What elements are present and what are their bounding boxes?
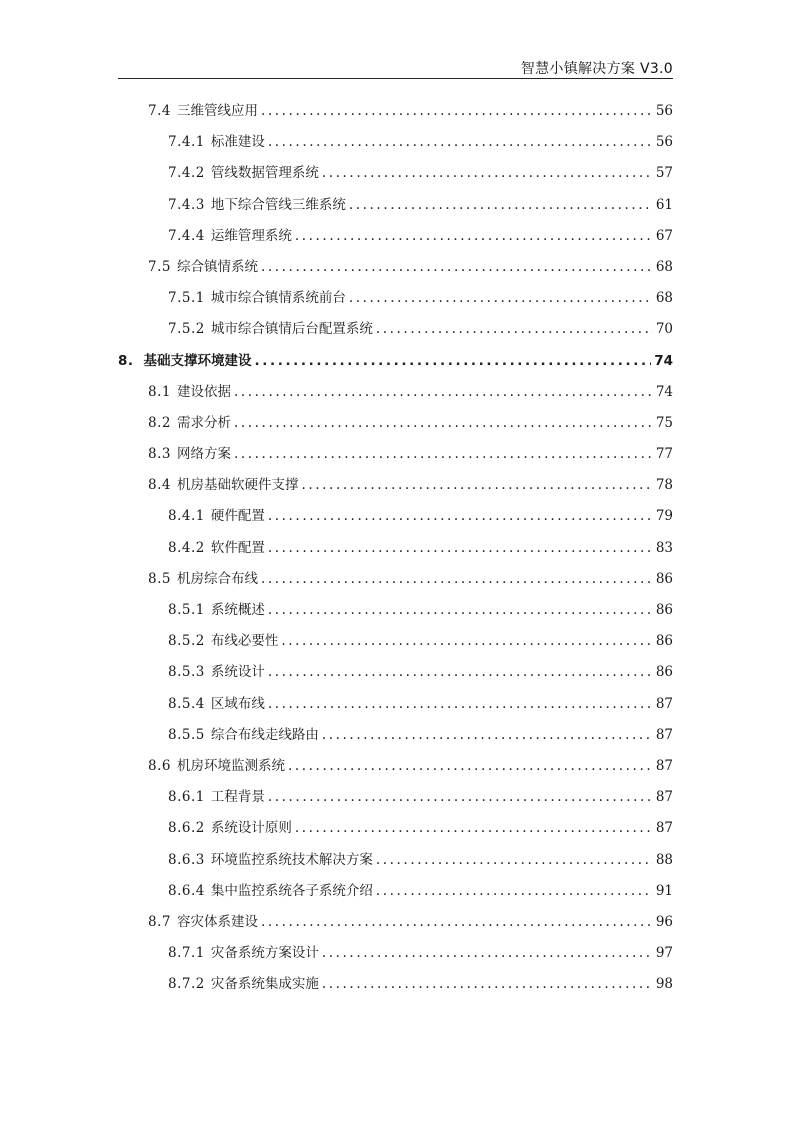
toc-entry-number: 8.3 bbox=[148, 446, 171, 463]
dot-leader bbox=[268, 501, 653, 532]
toc-entry-title: 系统概述 bbox=[210, 602, 265, 618]
toc-entry-number: 7.5 bbox=[148, 258, 171, 275]
toc-entry[interactable] bbox=[118, 377, 673, 408]
dot-leader bbox=[376, 314, 653, 345]
toc-entry-number: 8.5.2 bbox=[168, 633, 205, 650]
toc-entry[interactable] bbox=[118, 470, 673, 501]
toc-entry-page-number: 56 bbox=[655, 134, 673, 151]
dot-leader bbox=[281, 626, 652, 657]
dot-leader bbox=[376, 845, 653, 876]
toc-entry[interactable] bbox=[118, 907, 673, 938]
toc-entry-page-number: 83 bbox=[655, 539, 673, 556]
toc-entry[interactable] bbox=[118, 127, 673, 158]
toc-entry-title: 软件配置 bbox=[210, 539, 265, 556]
toc-entry-title: 基础支撑环境建设 bbox=[143, 352, 252, 369]
toc-entry-number: 8.1 bbox=[148, 383, 171, 400]
toc-entry-number: 8.6.2 bbox=[168, 820, 205, 837]
toc-entry[interactable] bbox=[118, 533, 673, 564]
toc-entry-number: 7.4.2 bbox=[168, 165, 205, 182]
toc-entry-title: 三维管线应用 bbox=[176, 103, 258, 119]
toc-entry-title: 机房环境监测系统 bbox=[176, 757, 285, 774]
toc-entry-number: 7.4.4 bbox=[168, 227, 205, 244]
toc-entry-page-number: 86 bbox=[655, 664, 673, 681]
toc-entry-title: 网络方案 bbox=[176, 446, 231, 463]
toc-entry[interactable] bbox=[118, 813, 673, 844]
toc-entry-number: 8.6.1 bbox=[168, 789, 205, 806]
dot-leader bbox=[261, 564, 653, 595]
toc-entry-title: 地下综合管线三维系统 bbox=[210, 196, 346, 213]
toc-entry-page-number: 87 bbox=[655, 757, 673, 774]
page-header bbox=[118, 52, 673, 79]
toc-entry[interactable] bbox=[118, 221, 673, 252]
dot-leader bbox=[268, 657, 653, 688]
toc-entry[interactable] bbox=[118, 657, 673, 688]
toc-entry-number: 8.4 bbox=[148, 477, 171, 494]
toc-entry-page-number: 56 bbox=[655, 103, 673, 119]
toc-entry-number: 8.2 bbox=[148, 414, 171, 431]
toc-entry-number: 8.5.1 bbox=[168, 602, 205, 618]
toc-entry[interactable] bbox=[118, 314, 673, 345]
dot-leader bbox=[268, 782, 653, 813]
toc-entry-title: 管线数据管理系统 bbox=[210, 165, 319, 182]
toc-entry-title: 工程背景 bbox=[210, 789, 265, 806]
dot-leader bbox=[322, 969, 653, 1000]
dot-leader bbox=[234, 408, 653, 439]
toc-entry[interactable] bbox=[118, 564, 673, 595]
toc-entry-number: 8.5.5 bbox=[168, 726, 205, 743]
toc-entry-page-number: 88 bbox=[655, 851, 673, 868]
toc-entry[interactable] bbox=[118, 969, 673, 1000]
toc-entry-page-number: 86 bbox=[655, 570, 673, 587]
dot-leader bbox=[261, 907, 653, 938]
toc-entry[interactable] bbox=[118, 751, 673, 782]
toc-entry-title: 建设依据 bbox=[176, 383, 231, 400]
toc-entry-title: 标准建设 bbox=[210, 134, 265, 151]
toc-entry-number: 7.4.3 bbox=[168, 196, 205, 213]
toc-entry-title: 区域布线 bbox=[210, 695, 265, 712]
toc-entry[interactable] bbox=[118, 96, 673, 127]
toc-entry-number: 8.6.3 bbox=[168, 851, 205, 868]
toc-entry[interactable] bbox=[118, 845, 673, 876]
toc-entry-title: 布线必要性 bbox=[210, 633, 279, 650]
toc-entry-title: 城市综合镇情系统前台 bbox=[210, 290, 346, 307]
toc-entry-page-number: 67 bbox=[655, 227, 673, 244]
toc-entry[interactable] bbox=[118, 595, 673, 626]
dot-leader bbox=[261, 252, 653, 283]
table-of-contents bbox=[118, 96, 673, 1000]
toc-entry-page-number: 87 bbox=[655, 726, 673, 743]
toc-entry-page-number: 79 bbox=[655, 508, 673, 525]
toc-entry[interactable] bbox=[118, 938, 673, 969]
dot-leader bbox=[261, 96, 653, 127]
toc-entry-page-number: 77 bbox=[655, 446, 673, 463]
toc-entry-page-number: 87 bbox=[655, 695, 673, 712]
toc-entry[interactable] bbox=[118, 346, 673, 377]
toc-entry[interactable] bbox=[118, 876, 673, 907]
dot-leader bbox=[255, 346, 652, 377]
dot-leader bbox=[295, 221, 653, 252]
toc-entry-page-number: 75 bbox=[655, 414, 673, 431]
toc-entry-title: 机房综合布线 bbox=[176, 570, 258, 587]
dot-leader bbox=[322, 720, 653, 751]
toc-entry[interactable] bbox=[118, 626, 673, 657]
dot-leader bbox=[268, 533, 653, 564]
dot-leader bbox=[376, 876, 653, 907]
toc-entry-number: 7.4.1 bbox=[168, 134, 205, 151]
toc-entry[interactable] bbox=[118, 408, 673, 439]
toc-entry-page-number: 97 bbox=[655, 945, 673, 962]
toc-entry-title: 城市综合镇情后台配置系统 bbox=[210, 321, 373, 338]
dot-leader bbox=[268, 127, 653, 158]
toc-entry-page-number: 61 bbox=[655, 196, 673, 213]
toc-entry-page-number: 70 bbox=[655, 321, 673, 338]
toc-entry-page-number: 86 bbox=[655, 602, 673, 618]
toc-entry[interactable] bbox=[118, 782, 673, 813]
toc-entry-number: 8.6.4 bbox=[168, 882, 205, 899]
dot-leader bbox=[349, 283, 653, 314]
dot-leader bbox=[268, 595, 653, 626]
toc-entry-page-number: 87 bbox=[655, 820, 673, 837]
toc-entry-page-number: 78 bbox=[655, 477, 673, 494]
toc-entry-page-number: 87 bbox=[655, 789, 673, 806]
toc-entry-title: 灾备系统集成实施 bbox=[210, 976, 319, 993]
toc-entry-title: 机房基础软硬件支撑 bbox=[176, 477, 299, 494]
toc-entry-number: 8.4.2 bbox=[168, 539, 205, 556]
toc-entry-page-number: 98 bbox=[655, 976, 673, 993]
toc-entry-number: 8.4.1 bbox=[168, 508, 205, 525]
toc-entry-page-number: 96 bbox=[655, 913, 673, 930]
toc-entry[interactable] bbox=[118, 439, 673, 470]
toc-entry-page-number: 74 bbox=[655, 383, 673, 400]
toc-entry-number: 7.5.1 bbox=[168, 290, 205, 307]
dot-leader bbox=[295, 813, 653, 844]
toc-entry-title: 运维管理系统 bbox=[210, 227, 292, 244]
toc-entry-page-number: 91 bbox=[655, 882, 673, 899]
toc-entry[interactable] bbox=[118, 158, 673, 189]
toc-entry-title: 需求分析 bbox=[176, 414, 231, 431]
dot-leader bbox=[234, 377, 653, 408]
toc-entry-number: 7.4 bbox=[148, 103, 171, 119]
toc-entry-page-number: 68 bbox=[655, 290, 673, 307]
toc-entry-number: 8.5.4 bbox=[168, 695, 205, 712]
toc-entry[interactable] bbox=[118, 720, 673, 751]
toc-entry-page-number: 68 bbox=[655, 258, 673, 275]
dot-leader bbox=[268, 689, 653, 720]
toc-entry-number: 8.6 bbox=[148, 757, 171, 774]
toc-entry-title: 综合镇情系统 bbox=[176, 258, 258, 275]
toc-entry[interactable] bbox=[118, 283, 673, 314]
toc-entry-page-number: 74 bbox=[654, 352, 673, 369]
toc-entry-title: 硬件配置 bbox=[210, 508, 265, 525]
toc-entry-title: 集中监控系统各子系统介绍 bbox=[210, 882, 373, 899]
toc-entry-title: 综合布线走线路由 bbox=[210, 726, 319, 743]
toc-entry[interactable] bbox=[118, 501, 673, 532]
toc-entry[interactable] bbox=[118, 252, 673, 283]
toc-entry-number: 7.5.2 bbox=[168, 321, 205, 338]
toc-entry-page-number: 86 bbox=[655, 633, 673, 650]
document-title: 智慧小镇解决方案 V3.0 bbox=[520, 61, 673, 77]
toc-entry[interactable] bbox=[118, 689, 673, 720]
dot-leader bbox=[349, 190, 653, 221]
toc-entry-title: 系统设计 bbox=[210, 664, 265, 681]
dot-leader bbox=[322, 938, 653, 969]
dot-leader bbox=[301, 470, 652, 501]
toc-entry-number: 8.5 bbox=[148, 570, 171, 587]
toc-entry[interactable] bbox=[118, 190, 673, 221]
toc-entry-number: 8.7 bbox=[148, 913, 171, 930]
toc-entry-title: 环境监控系统技术解决方案 bbox=[210, 851, 373, 868]
toc-entry-title: 容灾体系建设 bbox=[176, 913, 258, 930]
toc-entry-page-number: 57 bbox=[655, 165, 673, 182]
toc-entry-title: 系统设计原则 bbox=[210, 820, 292, 837]
toc-entry-number: 8. bbox=[118, 352, 134, 369]
dot-leader bbox=[322, 158, 653, 189]
toc-entry-number: 8.7.2 bbox=[168, 976, 205, 993]
toc-entry-number: 8.5.3 bbox=[168, 664, 205, 681]
toc-entry-number: 8.7.1 bbox=[168, 945, 205, 962]
dot-leader bbox=[234, 439, 653, 470]
dot-leader bbox=[288, 751, 653, 782]
toc-entry-title: 灾备系统方案设计 bbox=[210, 945, 319, 962]
